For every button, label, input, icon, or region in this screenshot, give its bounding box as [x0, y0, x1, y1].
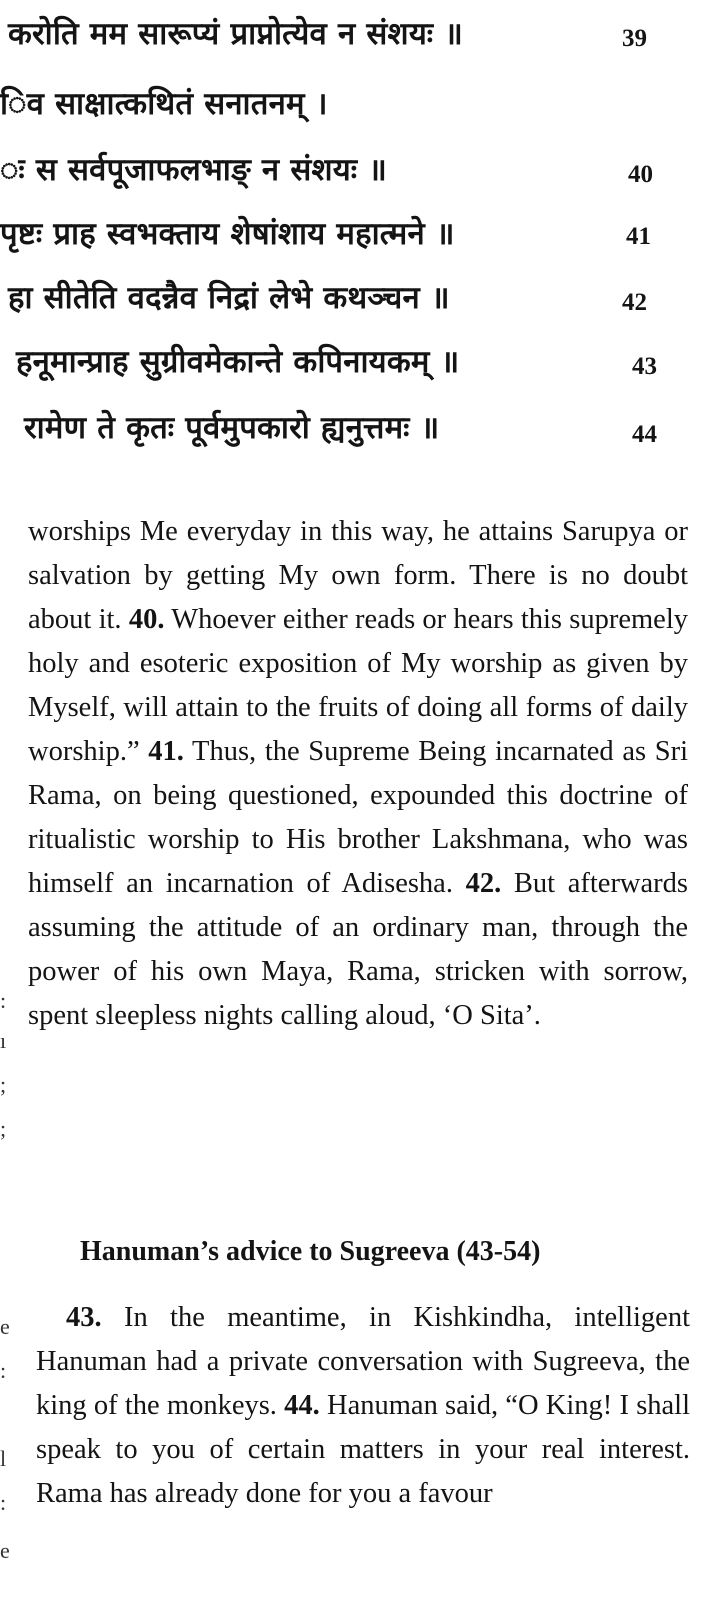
sanskrit-verse-40a: िव साक्षात्कथितं सनातनम् । — [0, 86, 328, 122]
hanuman-advice-paragraph — [36, 1296, 690, 1516]
sanskrit-verse-39: करोति मम सारूप्यं प्राप्नोत्येव न संशयः ॥ — [8, 16, 464, 52]
translation-number-40: 40. — [128, 604, 165, 635]
margin-speck: : — [0, 1358, 7, 1383]
translation-text-42: But afterwards assuming the attitude of an ordinary man, through the power of his own Maya, Rama, stricken with sorrow, spent sleepless nights calling aloud, ‘O Sita’. — [28, 868, 688, 1031]
translation-number-42: 42. — [465, 868, 502, 899]
sanskrit-verse-44: रामेण ते कृतः पूर्वमुपकारो ह्यनुत्तमः ॥ — [24, 410, 440, 446]
margin-speck: l — [0, 1446, 7, 1471]
sanskrit-verse-43: हनूमान्प्राह सुग्रीवमेकान्ते कपिनायकम् ॥ — [16, 344, 460, 380]
translation-text-44: Hanuman said, “O King! I shall speak to you of certain matters in your real interest. Rama has already done for you a favour — [36, 1390, 691, 1509]
translation-text-39: worships Me everyday in this way, he attains Sarupya or salvation by getting My own form. There is no doubt about it. — [28, 516, 688, 635]
margin-speck: : — [0, 988, 7, 1013]
sanskrit-verse-41: पृष्टः प्राह स्वभक्ताय शेषांशाय महात्मने ॥ — [0, 216, 455, 252]
sanskrit-verse-40: ः स सर्वपूजाफलभाङ् न संशयः ॥ — [0, 152, 387, 188]
verse-number-41: 41 — [626, 223, 651, 250]
verse-number-39: 39 — [622, 25, 647, 52]
translation-text-43: In the meantime, in Kishkindha, intelligent Hanuman had a private conversation with Sugreeva, the king of the monkeys. — [36, 1302, 690, 1421]
margin-speck: ı — [0, 1028, 7, 1053]
translation-number-41: 41. — [148, 736, 184, 767]
margin-speck: e — [0, 1538, 10, 1563]
margin-speck: ; — [0, 1072, 7, 1097]
translation-text-41: Thus, the Supreme Being incarnated as Sri Rama, on being questioned, expounded this doctrine of ritualistic worship to His brother Lakshmana, who was himself an incarnation of Adisesha. — [28, 736, 688, 899]
translation-number-44: 44. — [284, 1390, 320, 1421]
section-heading: Hanuman’s advice to Sugreeva (43-54) — [80, 1236, 541, 1267]
sanskrit-verse-42: हा सीतेति वदन्नैव निद्रां लेभे कथञ्चन ॥ — [8, 280, 450, 316]
margin-speck: ; — [0, 1116, 7, 1141]
verse-number-42: 42 — [622, 289, 647, 316]
verse-number-40: 40 — [628, 161, 653, 188]
translation-text-40: Whoever either reads or hears this supremely holy and esoteric exposition of My worship as given by Myself, will attain to the fruits of doing all forms of daily worship.” — [28, 604, 688, 767]
verse-number-44: 44 — [632, 421, 657, 448]
translation-number-43: 43. — [66, 1302, 102, 1333]
translation-paragraph — [28, 510, 688, 1038]
verse-number-43: 43 — [632, 353, 657, 380]
margin-speck: e — [0, 1314, 10, 1339]
margin-speck: : — [0, 1490, 7, 1515]
